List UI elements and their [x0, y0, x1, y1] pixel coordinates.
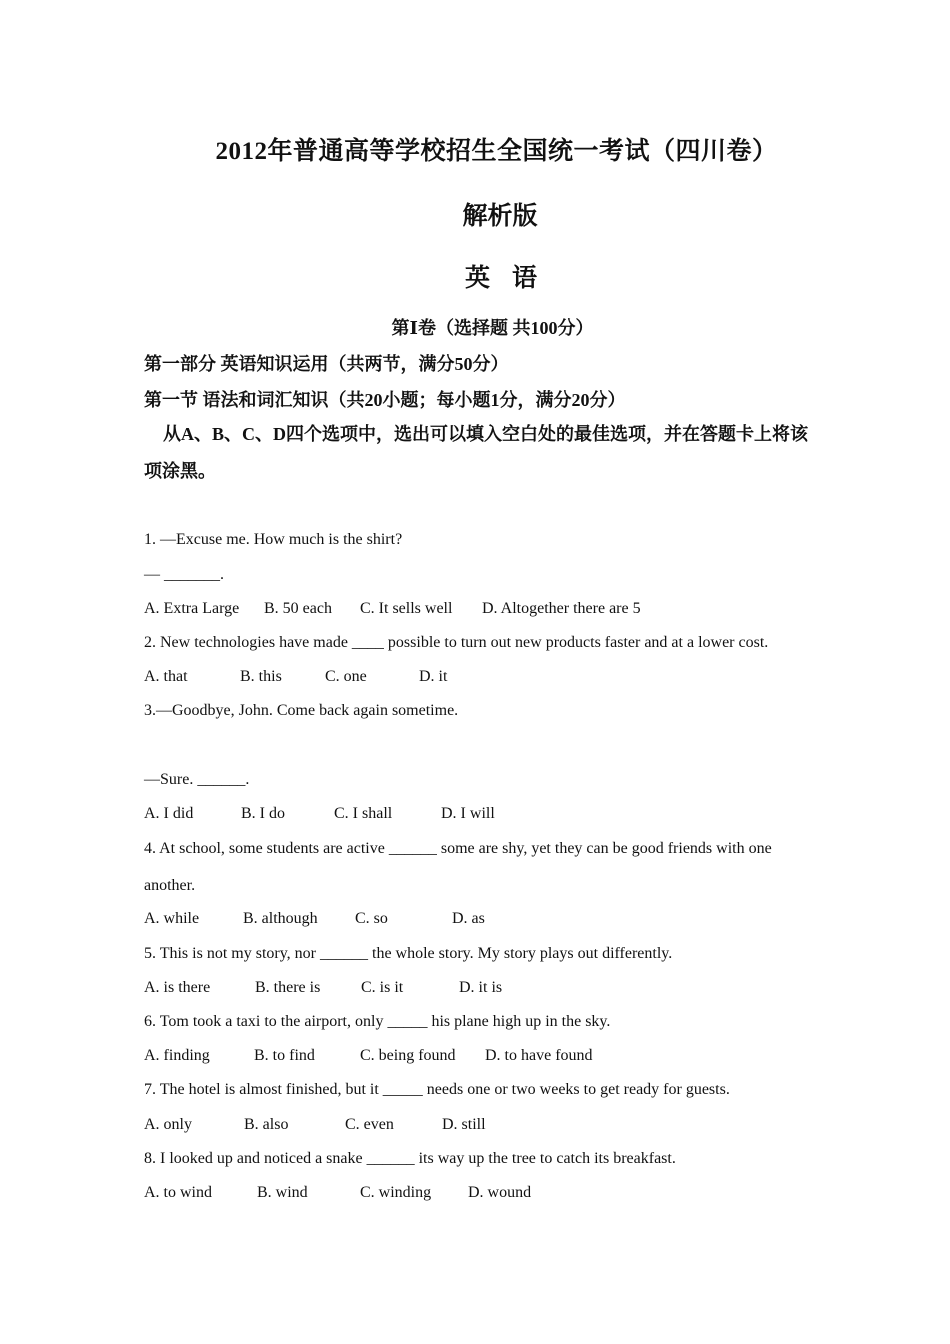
question-4-stem: 4. At school, some students are active ______ some are shy, yet they can be good friends with one another.	[144, 840, 772, 894]
option-d: D. Altogether there are 5	[482, 600, 641, 617]
question-7-stem: 7. The hotel is almost finished, but it _____ needs one or two weeks to get ready for guests.	[144, 1081, 730, 1098]
option-a: A. finding	[144, 1047, 210, 1064]
option-c: C. It sells well	[360, 600, 453, 617]
option-c: C. is it	[361, 979, 404, 996]
option-b: B. this	[240, 668, 282, 685]
option-a: A. is there	[144, 979, 211, 996]
question-8-stem: 8. I looked up and noticed a snake ______ its way up the tree to catch its breakfast.	[144, 1150, 676, 1167]
question-5-stem: 5. This is not my story, nor ______ the whole story. My story plays out differently.	[144, 945, 673, 962]
option-b: B. to find	[254, 1047, 315, 1064]
option-c: C. I shall	[334, 805, 393, 822]
option-b: B. there is	[255, 979, 321, 996]
option-c: C. so	[355, 910, 388, 927]
question-3-stem: 3.—Goodbye, John. Come back again sometime.	[144, 702, 459, 719]
option-b: B. also	[244, 1116, 289, 1133]
exam-title: 2012年普通高等学校招生全国统一考试（四川卷）	[215, 138, 778, 165]
question-6-stem: 6. Tom took a taxi to the airport, only _____ his plane high up in the sky.	[144, 1013, 611, 1030]
question-3-answer-line: —Sure. ______.	[144, 771, 250, 788]
option-d: D. as	[452, 910, 485, 927]
option-b: B. although	[243, 910, 318, 927]
volume-heading: 第Ⅰ卷（选择题 共100分）	[391, 318, 594, 338]
option-a: A. only	[144, 1116, 192, 1133]
exam-subtitle: 解析版	[462, 203, 538, 230]
section-heading: 第一节 语法和词汇知识（共20小题；每小题1分，满分20分）	[144, 390, 626, 410]
option-d: D. I will	[441, 805, 495, 822]
option-b: B. I do	[241, 805, 285, 822]
option-c: C. even	[345, 1116, 394, 1133]
option-a: A. that	[144, 668, 188, 685]
question-1-answer-line: — _______.	[144, 566, 224, 583]
option-d: D. to have found	[485, 1047, 593, 1064]
option-d: D. it	[419, 668, 448, 685]
option-d: D. wound	[468, 1184, 532, 1201]
subject-title: 英语	[464, 265, 559, 292]
option-c: C. winding	[360, 1184, 432, 1201]
option-a: A. Extra Large	[144, 600, 240, 617]
option-a: A. I did	[144, 805, 194, 822]
option-c: C. one	[325, 668, 367, 685]
question-1-stem: 1. —Excuse me. How much is the shirt?	[144, 531, 403, 548]
option-b: B. 50 each	[264, 600, 332, 617]
option-c: C. being found	[360, 1047, 456, 1064]
option-b: B. wind	[257, 1184, 308, 1201]
option-a: A. to wind	[144, 1184, 212, 1201]
option-d: D. it is	[459, 979, 503, 996]
part-heading: 第一部分 英语知识运用（共两节，满分50分）	[144, 354, 509, 374]
instructions: 从A、B、C、D四个选项中，选出可以填入空白处的最佳选项，并在答题卡上将该项涂黑。	[144, 424, 808, 481]
option-d: D. still	[442, 1116, 486, 1133]
option-a: A. while	[144, 910, 200, 927]
question-2-stem: 2. New technologies have made ____ possible to turn out new products faster and at a lower cost.	[144, 634, 769, 651]
